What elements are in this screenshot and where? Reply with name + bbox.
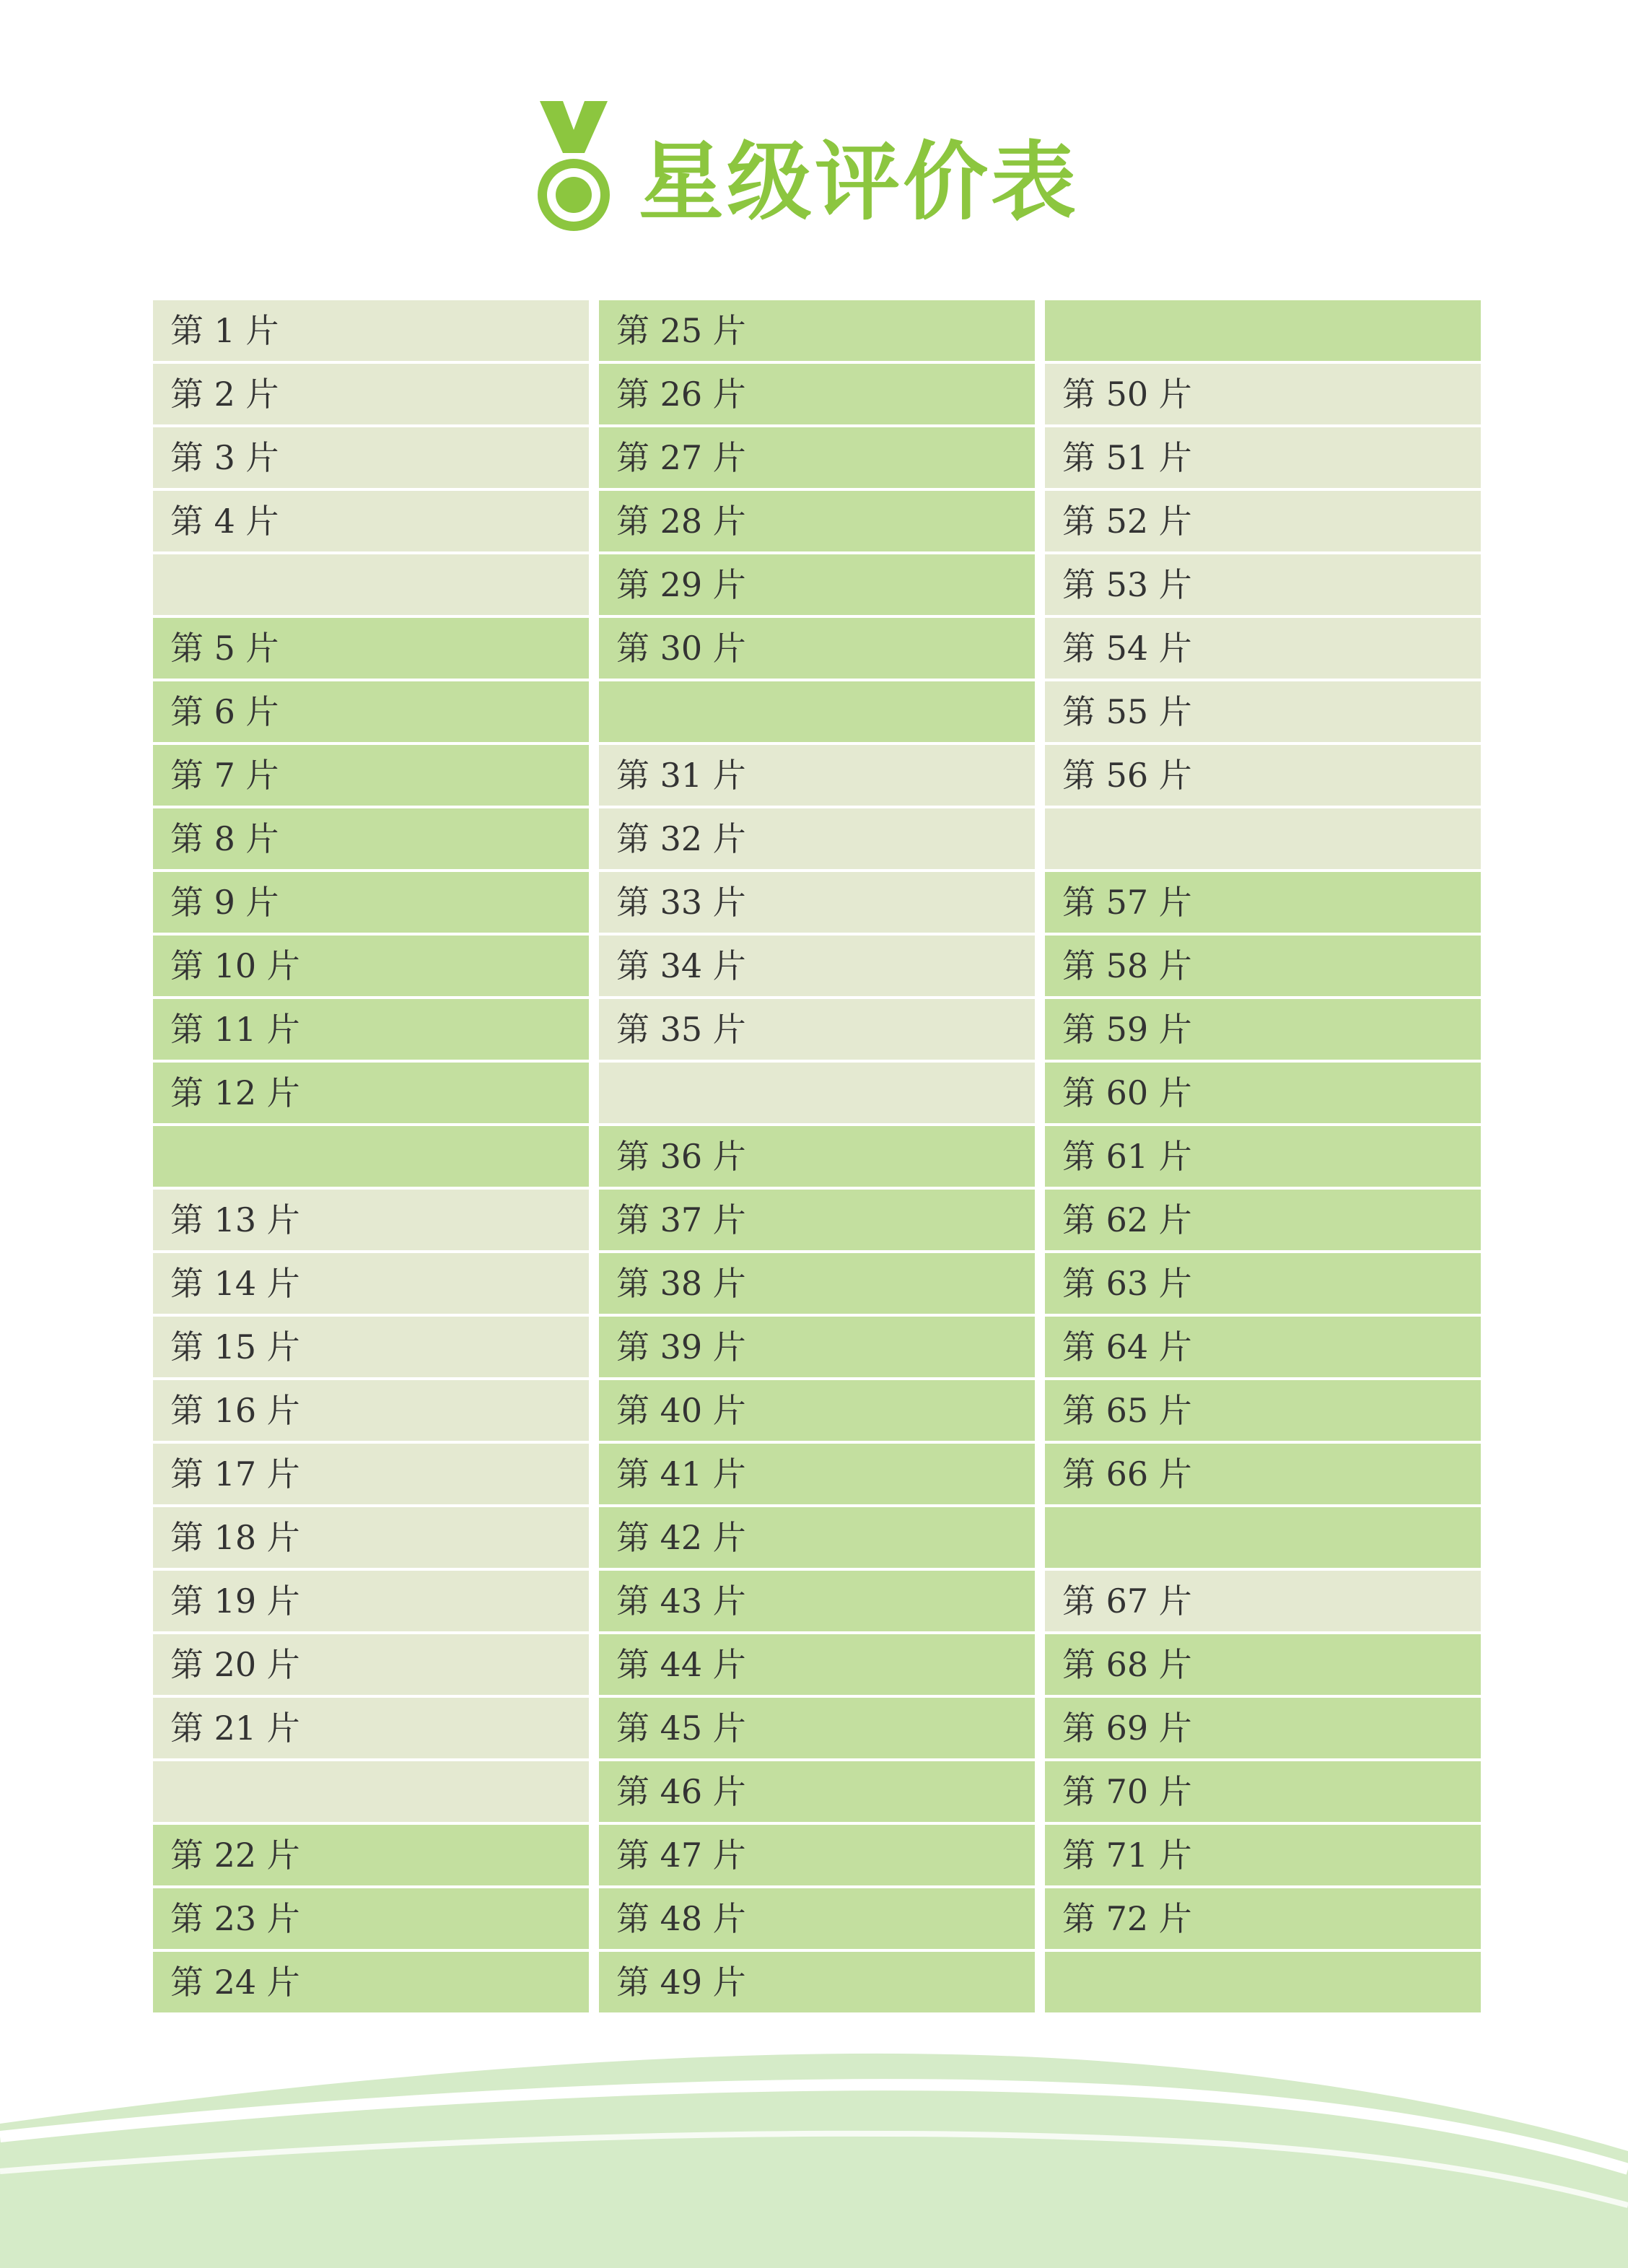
table-cell: 第 60 片 [1045, 1063, 1481, 1123]
table-cell: 第 34 片 [599, 935, 1035, 996]
table-cell: 第 66 片 [1045, 1444, 1481, 1504]
table-cell: 第 59 片 [1045, 999, 1481, 1060]
table-cell: 第 37 片 [599, 1190, 1035, 1250]
table-cell: 第 38 片 [599, 1253, 1035, 1314]
table-cell: 第 9 片 [153, 872, 589, 933]
table-cell [1045, 300, 1481, 361]
table-cell: 第 20 片 [153, 1634, 589, 1695]
footer-wave-decoration [0, 2043, 1628, 2268]
table-cell: 第 57 片 [1045, 872, 1481, 933]
table-cell: 第 5 片 [153, 618, 589, 679]
medal-icon [534, 101, 613, 238]
table-cell: 第 67 片 [1045, 1571, 1481, 1631]
table-cell: 第 11 片 [153, 999, 589, 1060]
table-cell: 第 16 片 [153, 1380, 589, 1441]
table-cell: 第 12 片 [153, 1063, 589, 1123]
table-cell: 第 26 片 [599, 364, 1035, 424]
table-cell: 第 30 片 [599, 618, 1035, 679]
table-cell: 第 2 片 [153, 364, 589, 424]
table-cell: 第 61 片 [1045, 1126, 1481, 1187]
table-cell: 第 6 片 [153, 681, 589, 742]
table-cell: 第 48 片 [599, 1888, 1035, 1949]
table-cell: 第 27 片 [599, 427, 1035, 488]
table-cell: 第 71 片 [1045, 1825, 1481, 1885]
table-cell: 第 45 片 [599, 1698, 1035, 1758]
table-cell: 第 4 片 [153, 491, 589, 551]
table-cell: 第 13 片 [153, 1190, 589, 1250]
table-cell: 第 52 片 [1045, 491, 1481, 551]
table-cell: 第 23 片 [153, 1888, 589, 1949]
page-title: 星级评价表 [639, 132, 1080, 232]
table-cell: 第 24 片 [153, 1952, 589, 2012]
table-cell: 第 54 片 [1045, 618, 1481, 679]
table-cell: 第 58 片 [1045, 935, 1481, 996]
table-cell [153, 1126, 589, 1187]
table-cell: 第 62 片 [1045, 1190, 1481, 1250]
table-cell [153, 554, 589, 615]
table-cell [599, 1063, 1035, 1123]
table-cell: 第 47 片 [599, 1825, 1035, 1885]
table-cell: 第 65 片 [1045, 1380, 1481, 1441]
table-cell: 第 42 片 [599, 1507, 1035, 1568]
table-cell: 第 44 片 [599, 1634, 1035, 1695]
page-header [0, 94, 1628, 238]
table-cell: 第 15 片 [153, 1317, 589, 1377]
table-cell: 第 10 片 [153, 935, 589, 996]
table-cell: 第 29 片 [599, 554, 1035, 615]
table-cell [1045, 1952, 1481, 2012]
table-cell: 第 56 片 [1045, 745, 1481, 806]
table-cell: 第 64 片 [1045, 1317, 1481, 1377]
table-cell: 第 3 片 [153, 427, 589, 488]
table-cell: 第 32 片 [599, 808, 1035, 869]
table-cell: 第 25 片 [599, 300, 1035, 361]
table-cell [153, 1761, 589, 1822]
table-cell: 第 68 片 [1045, 1634, 1481, 1695]
table-cell: 第 33 片 [599, 872, 1035, 933]
table-cell: 第 8 片 [153, 808, 589, 869]
table-cell: 第 28 片 [599, 491, 1035, 551]
table-cell: 第 49 片 [599, 1952, 1035, 2012]
table-cell: 第 53 片 [1045, 554, 1481, 615]
table-cell: 第 51 片 [1045, 427, 1481, 488]
table-cell: 第 72 片 [1045, 1888, 1481, 1949]
table-cell: 第 21 片 [153, 1698, 589, 1758]
table-cell: 第 7 片 [153, 745, 589, 806]
table-cell: 第 39 片 [599, 1317, 1035, 1377]
table-cell: 第 17 片 [153, 1444, 589, 1504]
table-cell: 第 19 片 [153, 1571, 589, 1631]
table-cell: 第 18 片 [153, 1507, 589, 1568]
table-cell: 第 1 片 [153, 300, 589, 361]
table-cell [1045, 1507, 1481, 1568]
table-cell: 第 31 片 [599, 745, 1035, 806]
table-cell: 第 55 片 [1045, 681, 1481, 742]
table-cell: 第 36 片 [599, 1126, 1035, 1187]
table-cell: 第 63 片 [1045, 1253, 1481, 1314]
table-cell: 第 41 片 [599, 1444, 1035, 1504]
table-cell: 第 40 片 [599, 1380, 1035, 1441]
table-cell: 第 35 片 [599, 999, 1035, 1060]
table-cell: 第 50 片 [1045, 364, 1481, 424]
table-cell: 第 22 片 [153, 1825, 589, 1885]
table-cell [1045, 808, 1481, 869]
table-cell: 第 70 片 [1045, 1761, 1481, 1822]
table-cell: 第 14 片 [153, 1253, 589, 1314]
table-cell [599, 681, 1035, 742]
table-cell: 第 43 片 [599, 1571, 1035, 1631]
table-cell: 第 69 片 [1045, 1698, 1481, 1758]
table-cell: 第 46 片 [599, 1761, 1035, 1822]
